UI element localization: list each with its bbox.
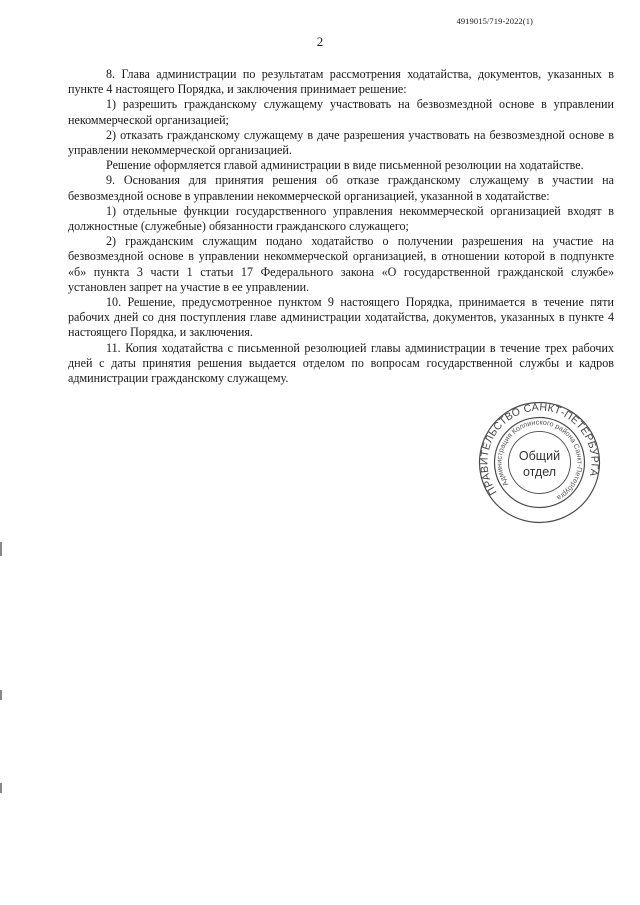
page-number: 2 <box>316 34 324 49</box>
document-body <box>68 67 614 386</box>
paragraph-9: 9. Основания для принятия решения об отказе гражданскому служащему в участии на безвозмездной основе в управлении некоммерческой организацией, указанной в ходатайстве: <box>68 173 614 203</box>
paragraph-9-reason-1: 1) отдельные функции государственного управления некоммерческой организацией входят в должностные (служебные) обязанности гражданского служащего; <box>68 203 614 234</box>
stamp-seal <box>477 400 602 525</box>
official-stamp <box>477 400 602 525</box>
paragraph-11: 11. Копия ходатайства с письменной резолюцией главы администрации в течение трех рабочих дней с даты принятия решения выдается отделом по вопросам государственной службы и кадров администрации гражданскому служащему. <box>68 340 614 386</box>
scan-margin-mark <box>0 783 2 793</box>
paragraph-8-option-1: 1) разрешить гражданскому служащему участвовать на безвозмездной основе в управлении некоммерческой организацией; <box>68 97 614 127</box>
paragraph-10: 10. Решение, предусмотренное пунктом 9 настоящего Порядка, принимается в течение пяти рабочих дней со дня поступления главе администрации ходатайства, документов, указанных в пункте 4 настоящего Порядка, и заключения. <box>68 295 614 340</box>
paragraph-8-option-2: 2) отказать гражданскому служащему в даче разрешения участвовать на безвозмездной основе в управлении некоммерческой организацией. <box>68 127 614 158</box>
stamp-outer-text: ПРАВИТЕЛЬСТВО САНКТ-ПЕТЕРБУРГА <box>478 401 601 498</box>
paragraph-8: 8. Глава администрации по результатам рассмотрения ходатайства, документов, указанных в пункте 4 настоящего Порядка, и заключения принимает решение: <box>68 67 614 97</box>
paragraph-resolution-note: Решение оформляется главой администрации в виде письменной резолюции на ходатайстве. <box>106 158 584 173</box>
stamp-inner-text: Администрация Колпинского района Санкт-Петербурга <box>494 417 585 503</box>
document-id: 4919015/719-2022(1) <box>456 16 533 26</box>
stamp-center-line-1: Общий <box>518 449 561 463</box>
paragraph-9-reason-2: 2) гражданским служащим подано ходатайство о получении разрешения на участие на безвозмездной основе в управлении некоммерческой организацией, в отношении которой в подпункте «б» пункта 3 части 1 статьи 17 Федерального закона «О государственной гражданской службе» установлен запрет на участие в ее управлении. <box>68 234 614 294</box>
stamp-center-line-2: отдел <box>522 465 557 479</box>
scan-margin-mark <box>0 542 2 556</box>
scan-margin-mark <box>0 690 2 700</box>
